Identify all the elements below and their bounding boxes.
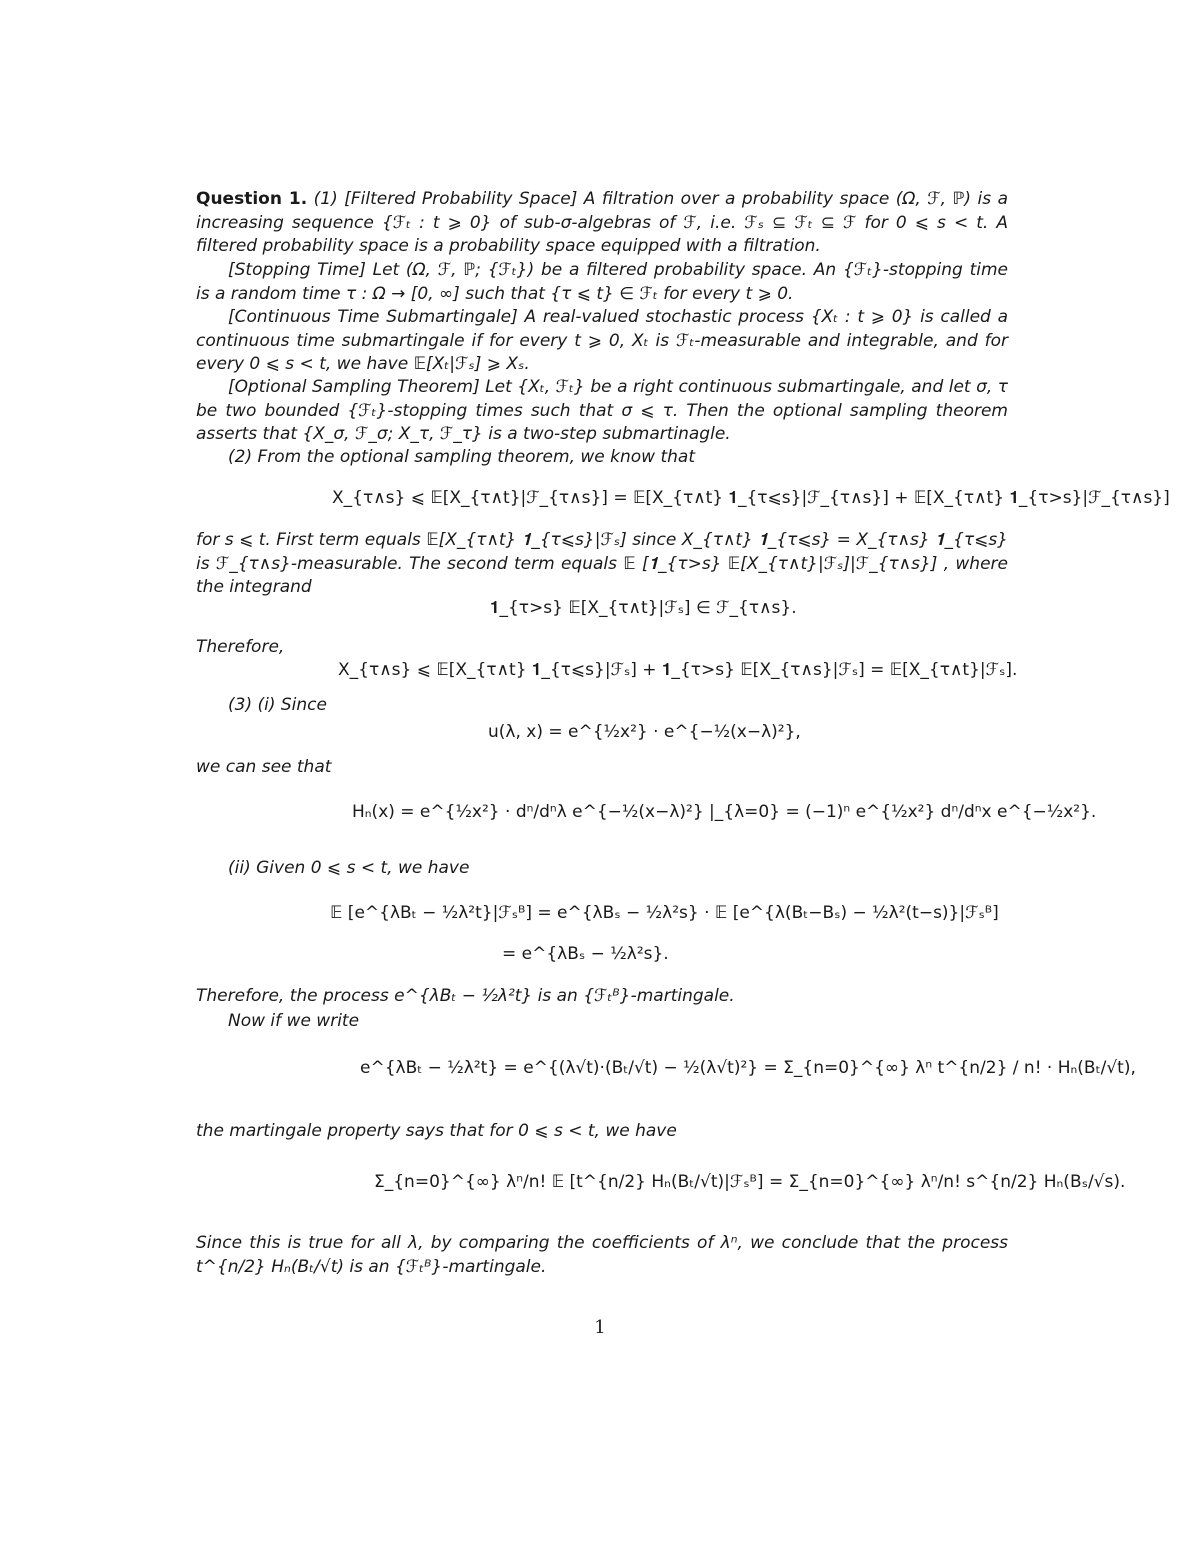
equation-1: X_{τ∧s} ⩽ 𝔼[X_{τ∧t}|ℱ_{τ∧s}] = 𝔼[X_{τ∧t} 𝟏_{τ⩽s}|ℱ_{τ∧s}] + 𝔼[X_{τ∧t} 𝟏_{τ>s}|ℱ_{τ∧s}] bbox=[332, 488, 1170, 508]
paragraph-submartingale: [Continuous Time Submartingale] A real-valued stochastic process {Xₜ : t ⩾ 0} is called a continuous time submartingale if for every t ⩾ 0, Xₜ is ℱₜ-measurable and integrable, and for every 0 ⩽ s < t, we have 𝔼[Xₜ|ℱₛ] ⩾ Xₛ. bbox=[196, 307, 1008, 374]
paragraph-filtration bbox=[196, 188, 1008, 259]
equation-4: u(λ, x) = e^{½x²} · e^{−½(x−λ)²}, bbox=[488, 722, 801, 742]
part3-given: (ii) Given 0 ⩽ s < t, we have bbox=[228, 858, 470, 878]
equation-5: Hₙ(x) = e^{½x²} · dⁿ/dⁿλ e^{−½(x−λ)²} |_{λ=0} = (−1)ⁿ e^{½x²} dⁿ/dⁿx e^{−½x²}. bbox=[352, 802, 1097, 822]
martingale-property-text: the martingale property says that for 0 ⩽ s < t, we have bbox=[196, 1121, 677, 1141]
conclusion-paragraph: Since this is true for all λ, by comparing the coefficients of λⁿ, we conclude that the process t^{n/2} Hₙ(Bₜ/√t) is an {ℱₜᴮ}-martingale. bbox=[196, 1233, 1008, 1277]
equation-2: 𝟏_{τ>s} 𝔼[X_{τ∧t}|ℱₛ] ∈ ℱ_{τ∧s}. bbox=[490, 598, 797, 618]
paragraph-part2-text: for s ⩽ t. First term equals 𝔼[X_{τ∧t} 𝟏_{τ⩽s}|ℱₛ] since X_{τ∧t} 𝟏_{τ⩽s} = X_{τ∧s} 𝟏_{τ⩽s} is ℱ_{τ∧s}-measurable. The second term equals 𝔼 [𝟏_{τ>s} 𝔼[X_{τ∧t}|ℱₛ]|ℱ_{τ∧s}] , where the integrand bbox=[196, 530, 1008, 597]
paragraph-optional-sampling: [Optional Sampling Theorem] Let {Xₜ, ℱₜ} be a right continuous submartingale, and let σ, τ be two bounded {ℱₜ}-stopping times such that σ ⩽ τ. Then the optional sampling theorem asserts that {X_σ, ℱ_σ; X_τ, ℱ_τ} is a two-step submartinagle. bbox=[196, 377, 1008, 444]
therefore-label: Therefore, bbox=[196, 637, 285, 657]
equation-8: Σ_{n=0}^{∞} λⁿ/n! 𝔼 [t^{n/2} Hₙ(Bₜ/√t)|ℱₛᴮ] = Σ_{n=0}^{∞} λⁿ/n! s^{n/2} Hₙ(Bₛ/√s). bbox=[374, 1172, 1126, 1192]
equation-7: e^{λBₜ − ½λ²t} = e^{(λ√t)·(Bₜ/√t) − ½(λ√t)²} = Σ_{n=0}^{∞} λⁿ t^{n/2} / n! · Hₙ(Bₜ/√t), bbox=[360, 1058, 1136, 1078]
now-if-we-write: Now if we write bbox=[228, 1011, 360, 1031]
therefore-process: Therefore, the process e^{λBₜ − ½λ²t} is an {ℱₜᴮ}-martingale. bbox=[196, 986, 735, 1006]
equation-6a: 𝔼 [e^{λBₜ − ½λ²t}|ℱₛᴮ] = e^{λBₛ − ½λ²s} · 𝔼 [e^{λ(Bₜ−Bₛ) − ½λ²(t−s)}|ℱₛᴮ] bbox=[330, 903, 999, 923]
we-can-see-label: we can see that bbox=[196, 757, 332, 777]
equation-3: X_{τ∧s} ⩽ 𝔼[X_{τ∧t} 𝟏_{τ⩽s}|ℱₛ] + 𝟏_{τ>s} 𝔼[X_{τ∧s}|ℱₛ] = 𝔼[X_{τ∧t}|ℱₛ]. bbox=[338, 660, 1018, 680]
filtration-text: (1) [Filtered Probability Space] A filtration over a probability space (Ω, ℱ, ℙ) is a increasing sequence {ℱₜ : t ⩾ 0} of sub-σ-algebras of ℱ, i.e. ℱₛ ⊆ ℱₜ ⊆ ℱ for 0 ⩽ s < t. A filtered probability space is a probability space equipped with a filtration. bbox=[196, 189, 1008, 256]
page-number: 1 bbox=[594, 1317, 606, 1338]
paragraph-stopping-time: [Stopping Time] Let (Ω, ℱ, ℙ; {ℱₜ}) be a filtered probability space. An {ℱₜ}-stopping time is a random time τ : Ω → [0, ∞] such that {τ ⩽ t} ∈ ℱₜ for every t ⩾ 0. bbox=[196, 260, 1008, 304]
paragraph-part2-intro: (2) From the optional sampling theorem, we know that bbox=[228, 447, 695, 467]
part3-since: (3) (i) Since bbox=[228, 695, 327, 715]
equation-6b: = e^{λBₛ − ½λ²s}. bbox=[502, 944, 669, 964]
question-heading: Question 1. bbox=[196, 189, 308, 209]
